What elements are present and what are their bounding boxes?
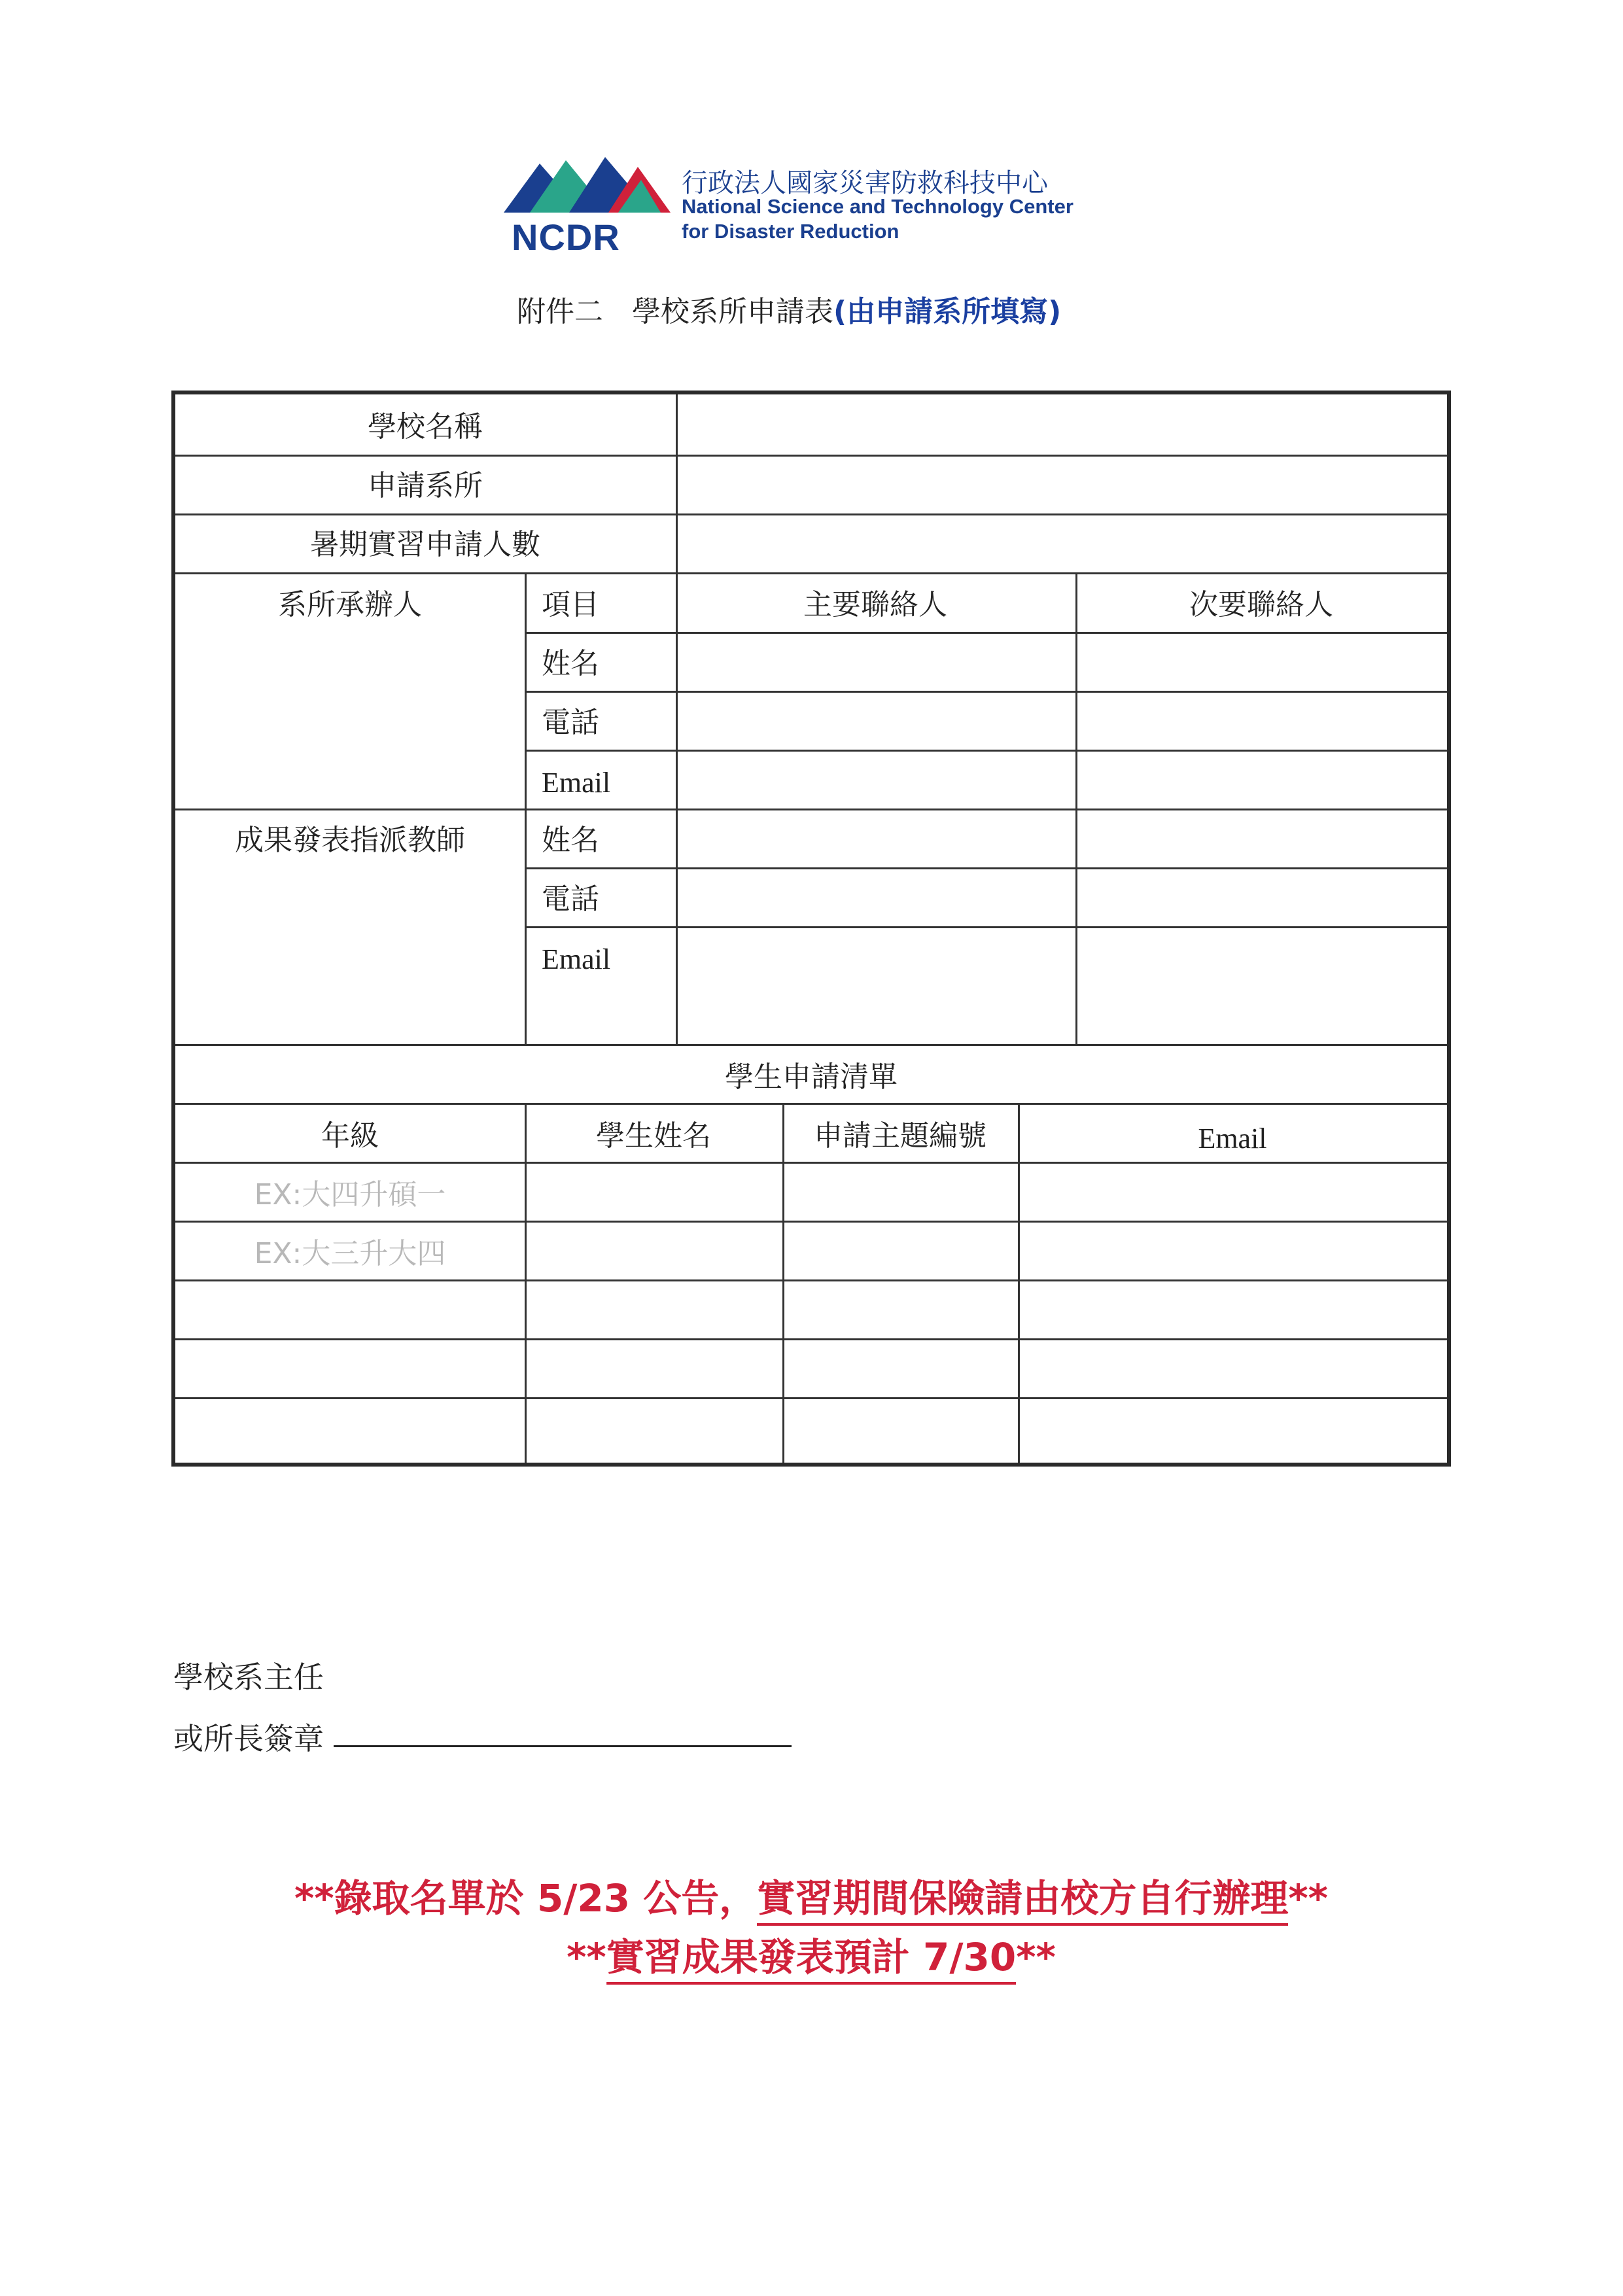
- page-title: [517, 288, 1061, 330]
- ncdr-logo: [504, 150, 1158, 258]
- org-name-en-line1: National Science and Technology Center: [682, 195, 1073, 218]
- label-contact-phone: 電話: [542, 706, 599, 739]
- label-teacher-email: Email: [542, 943, 611, 975]
- col-topic-id: 申請主題編號: [814, 1119, 986, 1153]
- signature-label-line2: 或所長簽章: [173, 1721, 324, 1756]
- notice-2-prefix: **: [567, 1935, 606, 1979]
- label-teacher-phone: 電話: [542, 882, 599, 916]
- example-grade-1: EX:大四升碩一: [254, 1178, 446, 1211]
- notice-line-1: [294, 1868, 1328, 1922]
- label-dept-contact: 系所承辦人: [278, 588, 422, 621]
- label-teacher-name: 姓名: [542, 824, 599, 857]
- signature-line: [334, 1745, 792, 1747]
- notice-1-prefix: **錄取名單於 5/23 公告，: [294, 1876, 758, 1921]
- label-presentation-teacher: 成果發表指派教師: [235, 824, 465, 857]
- label-contact-email: Email: [542, 767, 611, 799]
- label-primary-contact: 主要聯絡人: [803, 588, 947, 621]
- title-suffix: (由申請系所填寫): [833, 295, 1062, 328]
- notice-2-suffix: **: [1016, 1935, 1056, 1979]
- col-grade: 年級: [321, 1119, 379, 1153]
- notice-1-suffix: **: [1288, 1876, 1328, 1921]
- label-student-list: 學生申請清單: [725, 1060, 898, 1094]
- notice-2-underlined: 實習成果發表預計 7/30: [606, 1935, 1016, 1985]
- notice-line-2: [567, 1926, 1056, 1981]
- title-prefix: 附件二 學校系所申請表: [517, 295, 833, 328]
- ncdr-mountain-icon: [504, 150, 680, 216]
- org-name-en-line2: for Disaster Reduction: [682, 220, 899, 243]
- signature-label-line1: 學校系主任: [173, 1660, 324, 1695]
- label-contact-name: 姓名: [542, 647, 599, 680]
- label-school-name: 學校名稱: [368, 410, 483, 444]
- col-email: Email: [1198, 1122, 1267, 1155]
- application-form-table: [171, 391, 1451, 1467]
- col-student-name: 學生姓名: [596, 1119, 711, 1153]
- notice-1-underlined: 實習期間保險請由校方自行辦理: [757, 1876, 1288, 1926]
- label-applicant-count: 暑期實習申請人數: [310, 528, 540, 561]
- label-item: 項目: [542, 588, 599, 621]
- label-department: 申請系所: [368, 469, 483, 502]
- label-secondary-contact: 次要聯絡人: [1189, 588, 1333, 621]
- logo-abbr: NCDR: [512, 217, 620, 258]
- example-grade-2: EX:大三升大四: [254, 1237, 446, 1270]
- org-name-zh: 行政法人國家災害防救科技中心: [682, 168, 1048, 198]
